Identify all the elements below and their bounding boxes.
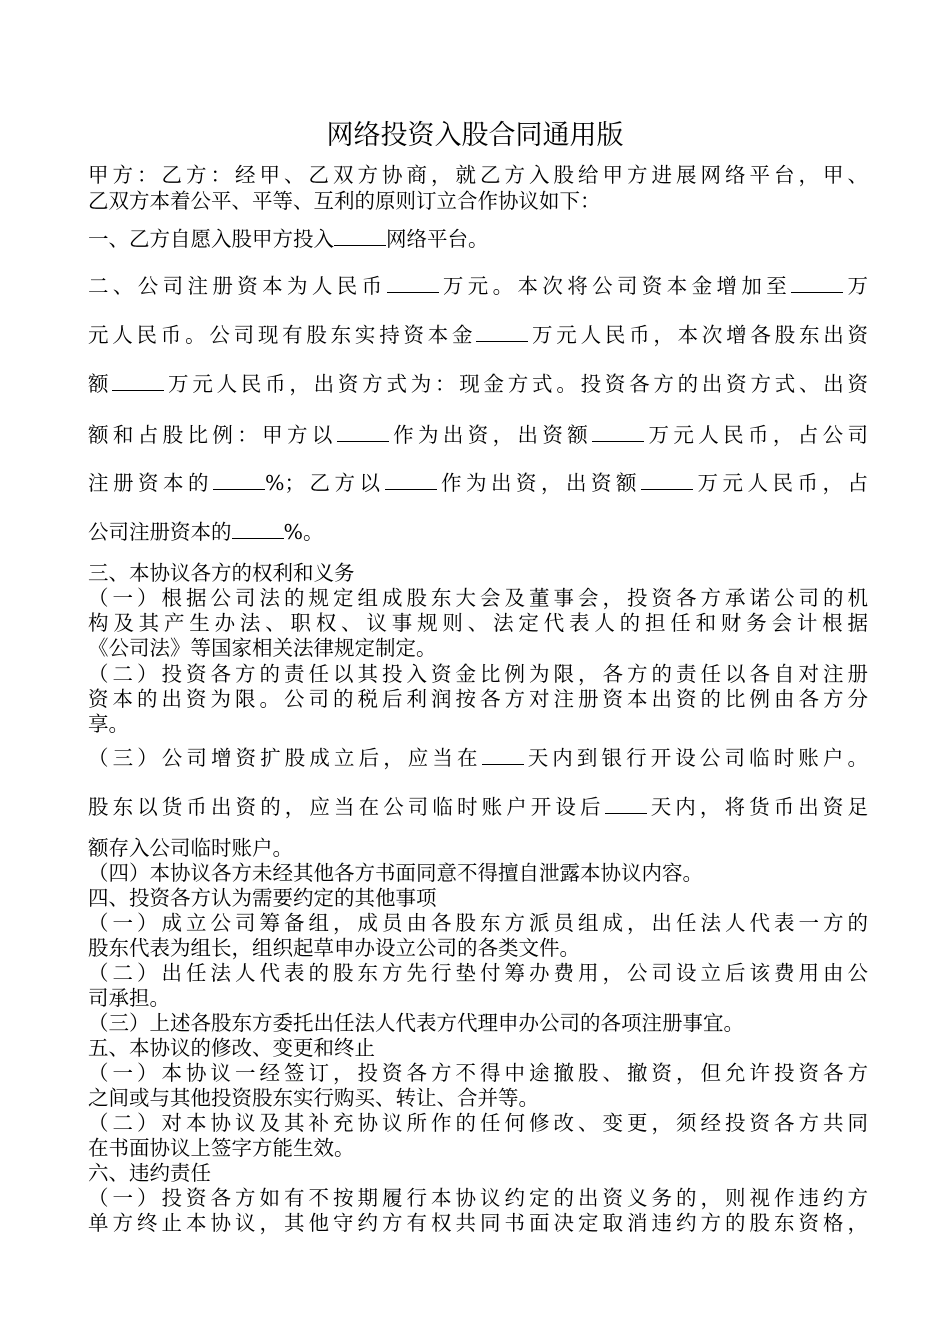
clause-4-3: （三）上述各股东方委托出任法人代表方代理申办公司的各项注册事宜。 [88,1011,744,1035]
clause-6-1-line-1: （一）投资各方如有不按期履行本协议约定的出资义务的，则视作违约方 [88,1186,868,1210]
clause-4-1-line-2: 股东代表为组长，组织起草申办设立公司的各类文件。 [88,936,580,960]
clause-1: 一、乙方自愿入股甲方投入 网络平台。 [88,227,489,251]
intro-line-2: 乙双方本着公平、平等、互利的原则订立合作协议如下： [88,189,601,213]
section-4-heading: 四、投资各方认为需要约定的其他事项 [88,886,437,910]
intro-line-1: 甲方：乙方：经甲、乙双方协商，就乙方入股给甲方进展网络平台，甲、 [88,163,868,187]
clause-3-1-line-2: 构及其产生办法、职权、议事规则、法定代表人的担任和财务会计根据 [88,611,868,635]
clause-4-2-line-2: 司承担。 [88,986,170,1010]
fill-blank [232,520,284,539]
fill-blank [605,795,647,814]
clause-2-line-4: 额和占股比例：甲方以 作为出资，出资额 万元人民币，占公司 [88,423,868,447]
clause-6-1-line-2: 单方终止本协议，其他守约方有权共同书面决定取消违约方的股东资格， [88,1211,868,1235]
clause-3-3-line-2: 股东以货币出资的，应当在公司临时账户开设后 天内，将货币出资足 [88,795,869,819]
clause-2-line-6: 公司注册资本的 %。 [88,520,324,544]
clause-5-2-line-1: （二）对本协议及其补充协议所作的任何修改、变更，须经投资各方共同 [88,1111,868,1135]
fill-blank [641,471,693,490]
section-3-heading: 三、本协议各方的权利和义务 [88,561,355,585]
clause-3-2-line-2: 资本的出资为限。公司的税后利润按各方对注册资本出资的比例由各方分 [88,687,868,711]
clause-3-2-line-3: 享。 [88,712,129,736]
fill-blank [482,746,524,765]
clause-5-1-line-2: 之间或与其他投资股东实行购买、转让、合并等。 [88,1086,539,1110]
document-title: 网络投资入股合同通用版 [326,120,624,151]
fill-blank [112,372,164,391]
fill-blank [791,274,843,293]
clause-4-2-line-1: （二）出任法人代表的股东方先行垫付筹办费用，公司设立后该费用由公 [88,961,868,985]
clause-5-1-line-1: （一）本协议一经签订，投资各方不得中途撤股、撤资，但允许投资各方 [88,1061,868,1085]
clause-5-2-line-2: 在书面协议上签字方能生效。 [88,1136,355,1160]
fill-blank [213,471,265,490]
fill-blank [387,274,439,293]
clause-4-1-line-1: （一）成立公司筹备组，成员由各股东方派员组成，出任法人代表一方的 [88,911,868,935]
clause-3-2-line-1: （二）投资各方的责任以其投入资金比例为限，各方的责任以各自对注册 [88,662,868,686]
fill-blank [592,423,644,442]
clause-3-3-line-1: （三）公司增资扩股成立后，应当在 天内到银行开设公司临时账户。 [88,746,869,770]
section-5-heading: 五、本协议的修改、变更和终止 [88,1036,375,1060]
fill-blank [476,323,528,342]
clause-2-line-2: 元人民币。公司现有股东实持资本金 万元人民币，本次增各股东出资 [88,323,868,347]
clause-3-1-line-1: （一）根据公司法的规定组成股东大会及董事会，投资各方承诺公司的机 [88,586,868,610]
fill-blank [337,423,389,442]
fill-blank [385,471,437,490]
clause-3-4: （四）本协议各方未经其他各方书面同意不得擅自泄露本协议内容。 [88,861,703,885]
clause-2-line-3: 额 万元人民币，出资方式为：现金方式。投资各方的出资方式、出资 [88,372,869,396]
clause-2-line-5: 注册资本的 %；乙方以 作为出资，出资额 万元人民币，占 [88,471,869,495]
clause-3-1-line-3: 《公司法》等国家相关法律规定制定。 [88,636,437,660]
clause-2-line-1: 二、公司注册资本为人民币 万元。本次将公司资本金增加至 万 [88,274,868,298]
section-6-heading: 六、违约责任 [88,1161,211,1185]
fill-blank [334,227,386,246]
clause-3-3-line-3: 额存入公司临时账户。 [88,836,293,860]
